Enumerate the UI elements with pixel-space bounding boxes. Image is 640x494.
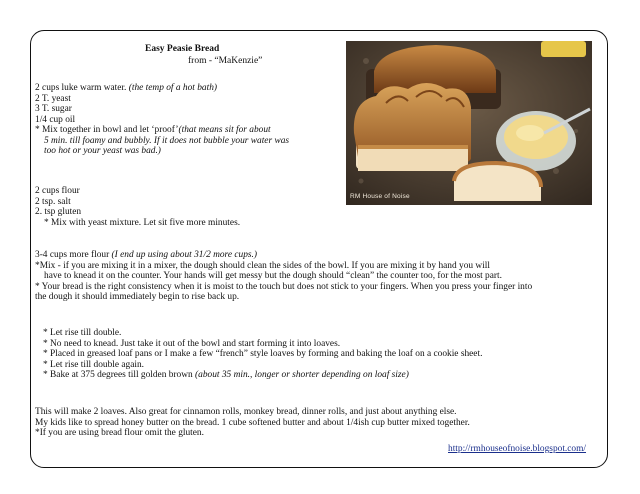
step-line: * Let rise till double again. — [43, 359, 145, 370]
proof-step-lead: * Mix together in bowl and let ‘proof’ — [35, 125, 179, 135]
step-text: * Bake at 375 degrees till golden brown — [43, 370, 196, 380]
photo-watermark: RM House of Noise — [350, 193, 410, 200]
more-flour-line — [35, 250, 532, 261]
step-line: * Placed in greased loaf pans or I make a few “french” style loaves by forming and baking the loaf on a cookie sheet. — [43, 349, 483, 359]
ingredients-block-1 — [35, 83, 289, 157]
ingredient-note: (the temp of a hot bath) — [128, 83, 218, 93]
note-line: *If you are using bread flour omit the gluten. — [35, 428, 204, 438]
ingredient-text: 2 cups luke warm water. — [35, 83, 129, 93]
ingredient-line: 1/4 cup oil — [35, 114, 76, 125]
recipe-title: Easy Peasie Bread — [145, 44, 220, 54]
ingredient-line: 3 T. sugar — [35, 104, 72, 114]
step-line: * Let rise till double. — [43, 328, 122, 338]
mixing-line: *Mix - if you are mixing it in a mixer, the dough should clean the sides of the bowl. If you are mixing it by hand you will — [35, 260, 491, 271]
ingredient-line — [35, 83, 289, 94]
note-line: My kids like to spread honey butter on the bread. 1 cube softened butter and about 1/4ish cup butter mixed together. — [35, 417, 470, 428]
mixing-line: the dough it should immediately begin to rise back up. — [35, 292, 240, 302]
proof-step-note: 5 min. till foamy and bubbly. If it does not bubble your water was — [44, 135, 290, 146]
step-line: * No need to knead. Just take it out of the bowl and start forming it into loaves. — [43, 338, 341, 349]
proof-step — [35, 125, 289, 136]
steps-block — [43, 328, 482, 381]
proof-step-note: (that means sit for about — [178, 125, 271, 135]
mixing-line: have to knead it on the counter. Your hands will get messy but the dough should “clean” the counter too, for the most part. — [44, 271, 502, 281]
ingredient-line: 2 cups flour — [35, 186, 80, 196]
mix-step: * Mix with yeast mixture. Let sit five more minutes. — [44, 217, 241, 228]
more-flour-note: (I end up using about 31/2 more cups.) — [111, 250, 258, 260]
ingredients-block-2 — [35, 186, 240, 228]
recipe-byline: from - “MaKenzie” — [188, 56, 263, 66]
step-note: (about 35 min., longer or shorter depending on loaf size) — [195, 370, 409, 380]
proof-step-note-line — [35, 136, 289, 147]
mixing-block — [35, 250, 532, 303]
blog-link[interactable]: http://rmhouseofnoise.blogspot.com/ — [448, 444, 587, 454]
note-line: This will make 2 loaves. Also great for cinnamon rolls, monkey bread, dinner rolls, and just about anything else. — [35, 407, 457, 417]
notes-block — [35, 407, 470, 439]
proof-step-note: too hot or your yeast was bad.) — [44, 146, 161, 156]
bread-photo-illustration — [346, 41, 592, 205]
step-line — [43, 370, 482, 381]
mixing-line: * Your bread is the right consistency when it is moist to the touch but does not stick to your fingers. When you press your finger into — [35, 281, 533, 292]
proof-step-note-line — [35, 146, 289, 157]
ingredient-line: 2 tsp. salt — [35, 196, 71, 207]
ingredient-line: 2 T. yeast — [35, 93, 71, 104]
bread-photo — [346, 41, 592, 205]
ingredient-line: 2. tsp gluten — [35, 207, 82, 217]
more-flour-text: 3-4 cups more flour — [35, 250, 112, 260]
